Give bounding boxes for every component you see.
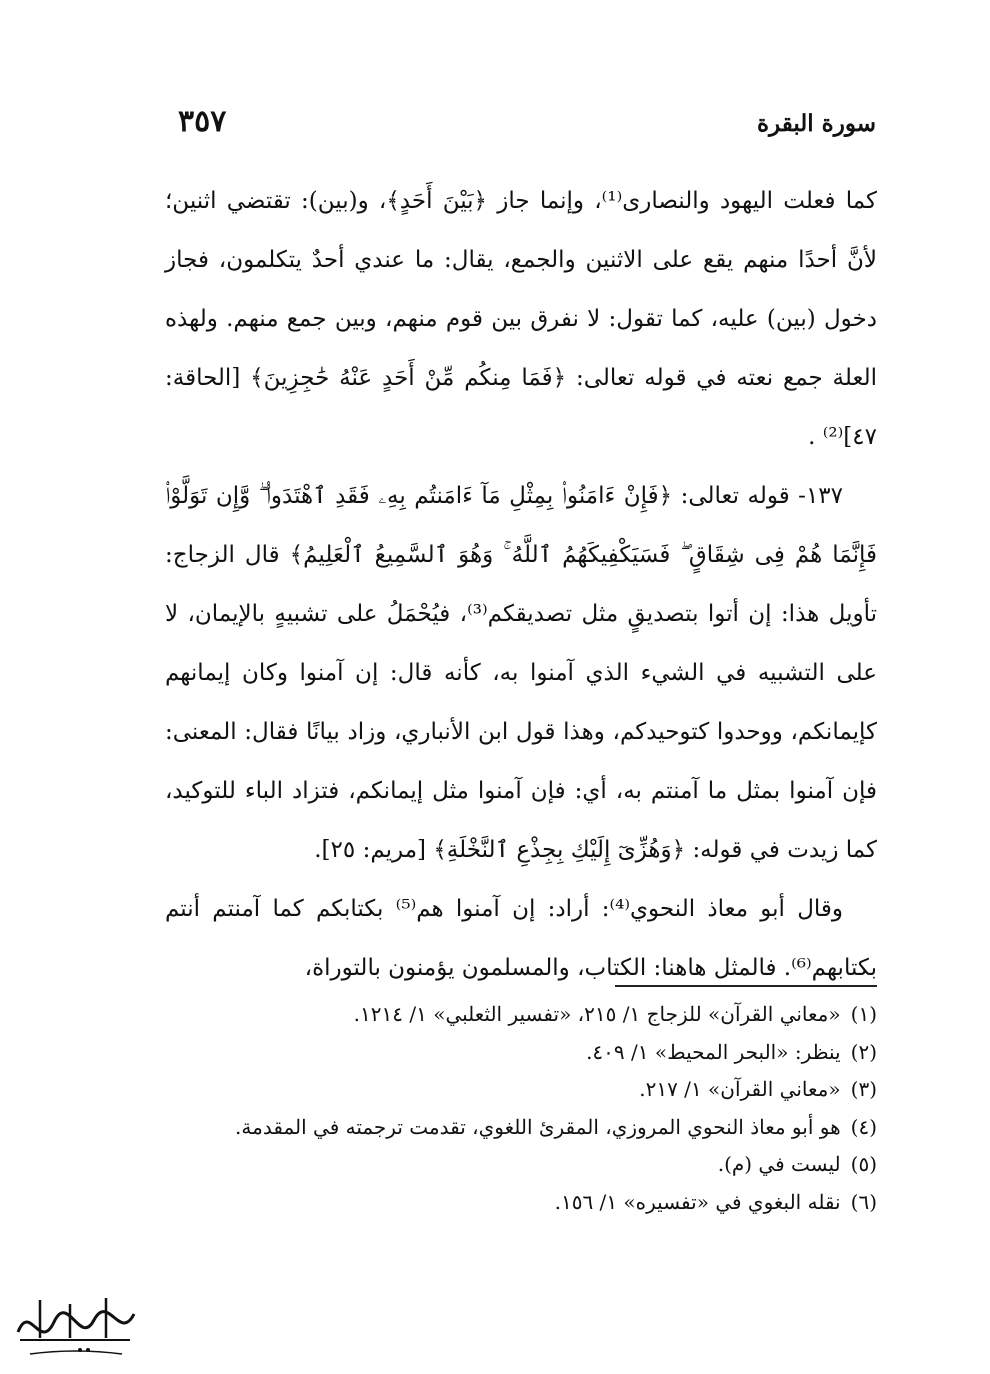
footnote-text: «معاني القرآن» للزجاج ١/ ٢١٥، «تفسير الثعلبي» ١/ ١٢١٤. [353, 1002, 841, 1026]
footnote [150, 996, 877, 1034]
footnotes [150, 996, 877, 1221]
paragraph: وقال أبو معاذ النحوي⁽⁴⁾: أراد: إن آمنوا هم⁽⁵⁾ بكتابكم كما آمنتم أنتم بكتابهم⁽⁶⁾. فالمثل هاهنا: الكتاب، والمسلمون يؤمنون بالتوراة، [165, 896, 877, 981]
footnote [150, 1146, 877, 1184]
footnote-text: ينظر: «البحر المحيط» ١/ ٤٠٩. [586, 1039, 841, 1064]
footnote [150, 1109, 877, 1147]
page-header [178, 104, 876, 150]
main-text [165, 172, 877, 998]
footnote-number: (٢) [850, 1039, 877, 1064]
page-number: ٣٥٧ [178, 104, 227, 139]
footnote-number: (٤) [850, 1114, 877, 1139]
surah-name: سورة البقرة [756, 110, 876, 137]
footnote-text: نقله البغوي في «تفسيره» ١/ ١٥٦. [554, 1189, 841, 1214]
footnote-number: (٦) [850, 1189, 877, 1214]
footnote-number: (١) [850, 1002, 877, 1026]
paragraph: كما فعلت اليهود والنصارى⁽¹⁾، وإنما جاز ﴿بَيْنَ أَحَدٍ﴾، و(بين): تقتضي اثنين؛ لأنَّ أحدًا منهم يقع على الاثنين والجمع، يقال: ما عندي أحدٌ يتكلمون، فجاز دخول (بين) عليه، كما تقول: لا نفرق بين قوم منهم، وبين جمع منهم. ولهذه العلة جمع نعته في قوله تعالى: ﴿فَمَا مِنكُم مِّنْ أَحَدٍ عَنْهُ حَٰجِزِينَ﴾ [الحاقة: ٤٧]⁽²⁾ . [165, 188, 877, 450]
footnote-number: (٣) [850, 1077, 877, 1101]
footnote-text: هو أبو معاذ النحوي المروزي، المقرئ اللغوي، تقدمت ترجمته في المقدمة. [235, 1114, 841, 1139]
footnote-divider [615, 985, 877, 987]
paragraph: ١٣٧- قوله تعالى: ﴿فَإِنْ ءَامَنُوا۟ بِمِثْلِ مَآ ءَامَنتُم بِهِۦ فَقَدِ ٱهْتَدَوا۟ ۖ وَّإِن تَوَلَّوْا۟ فَإِنَّمَا هُمْ فِى شِقَاقٍ ۖ فَسَيَكْفِيكَهُمُ ٱللَّهُ ۚ وَهُوَ ٱلسَّمِيعُ ٱلْعَلِيمُ﴾ قال الزجاج: تأويل هذا: إن أتوا بتصديقٍ مثل تصديقكم⁽³⁾، فيُحْمَلُ على تشبيهٍ بالإيمان، لا على التشبيه في الشيء الذي آمنوا به، كأنه قال: إن آمنوا وكان إيمانهم كإيمانكم، ووحدوا كتوحيدكم، وهذا قول ابن الأنباري، وزاد بيانًا فقال: المعنى: فإن آمنوا بمثل ما آمنتم به، أي: فإن آمنوا مثل إيمانكم، فتزاد الباء للتوكيد، كما زيدت في قوله: ﴿وَهُزِّىٓ إِلَيْكِ بِجِذْعِ ٱلنَّخْلَةِ﴾ [مريم: ٢٥]. [165, 483, 877, 863]
publisher-logo [10, 1292, 140, 1360]
footnote-text: «معاني القرآن» ١/ ٢١٧. [639, 1077, 841, 1101]
footnote [150, 1034, 877, 1072]
footnote [150, 1184, 877, 1222]
footnote-text: ليست في (م). [717, 1152, 841, 1176]
footnote-number: (٥) [850, 1152, 877, 1176]
footnote [150, 1071, 877, 1109]
